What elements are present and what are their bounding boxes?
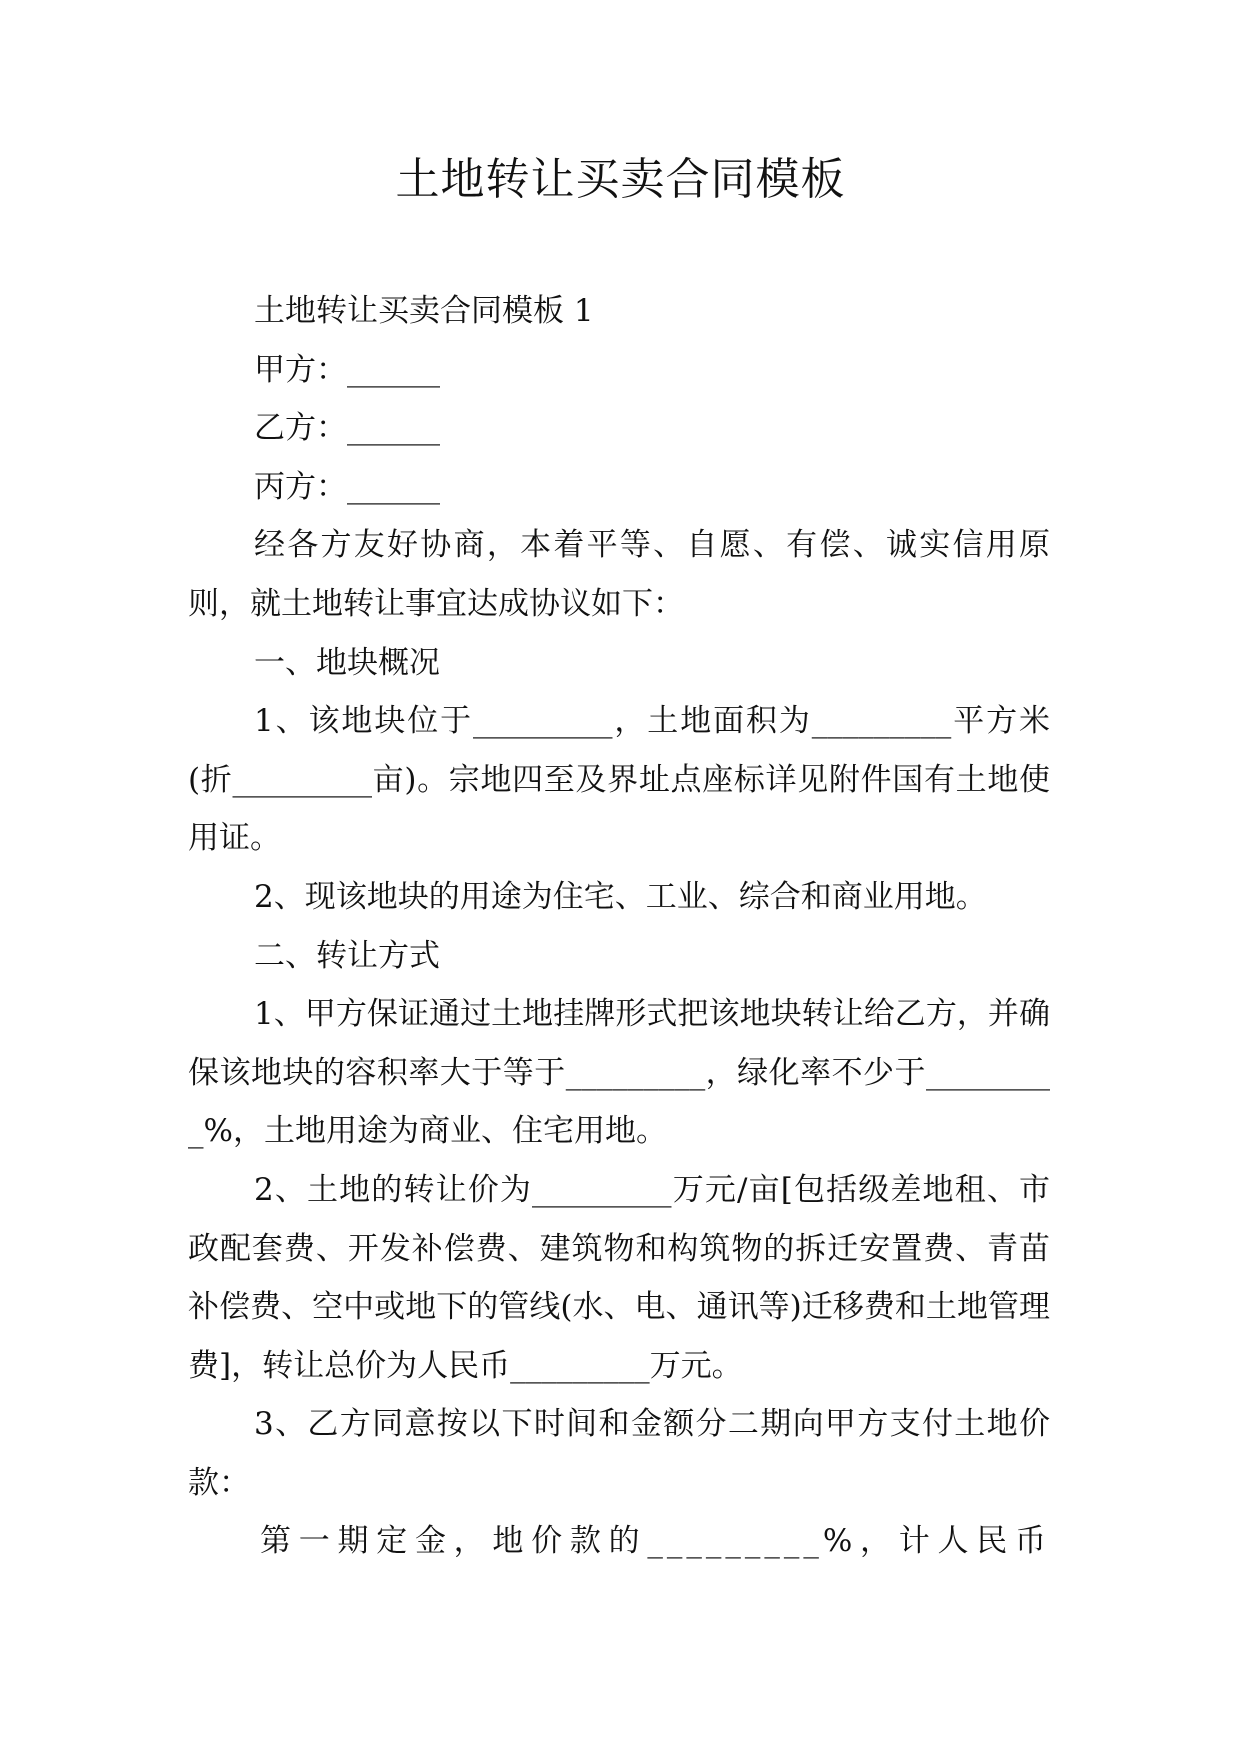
- party-c-line: 丙方：______: [254, 468, 440, 505]
- document-body: [188, 282, 1050, 1571]
- clause-payment-schedule: 3、乙方同意按以下时间和金额分二期向甲方支付土地价款：: [188, 1406, 1050, 1501]
- clause-land-use: 2、现该地块的用途为住宅、工业、综合和商业用地。: [254, 878, 987, 915]
- preamble-paragraph: 经各方友好协商，本着平等、自愿、有偿、诚实信用原则，就土地转让事宜达成协议如下：: [188, 527, 1050, 622]
- clause-land-location: 1、该地块位于_________，土地面积为_________平方米(折_________亩)。宗地四至及界址点座标详见附件国有土地使用证。: [188, 703, 1050, 857]
- party-a-line: 甲方：______: [254, 351, 440, 388]
- clause-first-installment: 第一期定金，地价款的_________%，计人民币: [260, 1523, 1050, 1560]
- contract-subtitle: 土地转让买卖合同模板 1: [254, 293, 594, 329]
- document-title: 土地转让买卖合同模板: [395, 154, 846, 205]
- section-heading-transfer-method: 二、转让方式: [254, 937, 440, 974]
- clause-transfer-guarantee: 1、甲方保证通过土地挂牌形式把该地块转让给乙方，并确保该地块的容积率大于等于_________，绿化率不少于_________%，土地用途为商业、住宅用地。: [188, 996, 1050, 1150]
- section-heading-land-overview: 一、地块概况: [254, 644, 440, 681]
- clause-transfer-price: 2、土地的转让价为_________万元/亩[包括级差地租、市政配套费、开发补偿费、建筑物和构筑物的拆迁安置费、青苗补偿费、空中或地下的管线(水、电、通讯等)迁移费和土地管理费]，转让总价为人民币_________万元。: [188, 1171, 1050, 1384]
- party-b-line: 乙方：______: [254, 410, 440, 447]
